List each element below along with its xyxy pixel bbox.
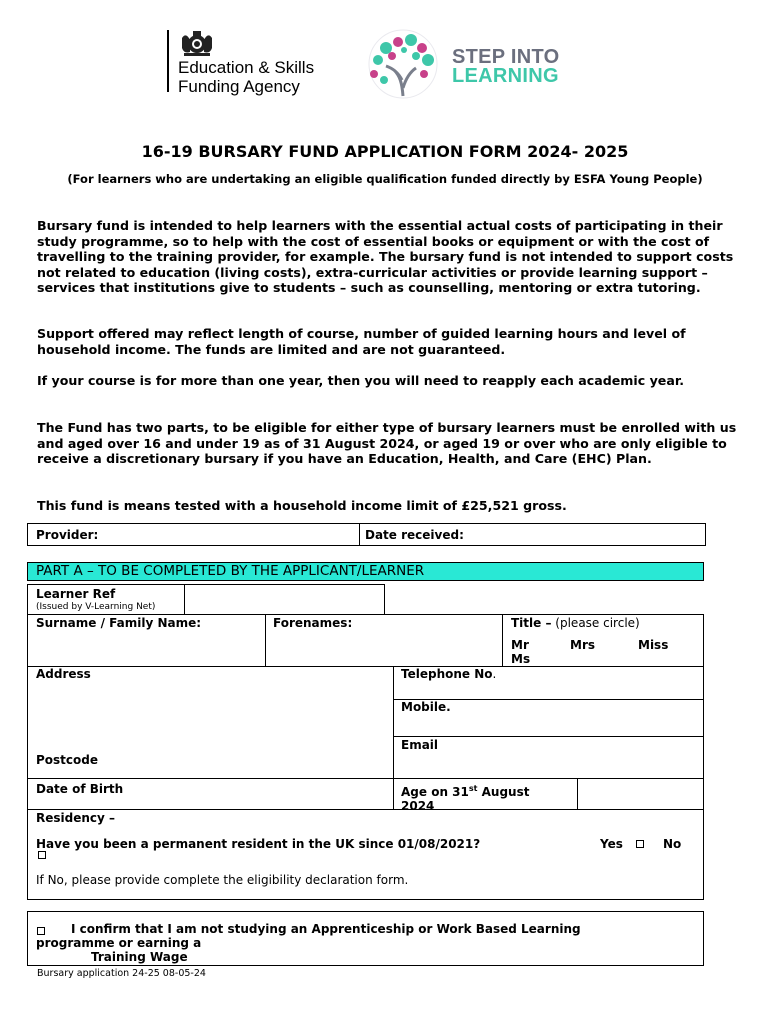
forenames-label: Forenames: — [273, 616, 353, 630]
title-field — [503, 615, 703, 665]
footer-reference: Bursary application 24-25 08-05-24 — [37, 968, 206, 979]
forenames-field[interactable] — [266, 615, 501, 665]
intro-paragraph-5: This fund is means tested with a household income limit of £25,521 gross. — [37, 498, 567, 513]
intro-paragraph-3: If your course is for more than one year, then you will need to reapply each academic year. — [37, 373, 685, 388]
esfa-logo-text — [178, 58, 314, 96]
learner-ref-label-cell — [27, 584, 185, 615]
sil-logo-line2: LEARNING — [452, 65, 559, 87]
age-label-cell — [394, 779, 576, 813]
age-label-c: 2024 — [401, 799, 435, 813]
step-into-learning-logo-text — [452, 48, 560, 86]
residency-section — [28, 810, 703, 899]
title-label: Title – — [511, 616, 552, 630]
yes-checkbox[interactable] — [636, 840, 644, 848]
form-subtitle: (For learners who are undertaking an eligible qualification funded directly by ESFA Young People) — [67, 172, 703, 186]
confirm-text-2: programme or earning a — [36, 936, 202, 950]
learner-ref-note: (Issued by V-Learning Net) — [36, 602, 156, 612]
royal-crest-icon — [178, 28, 216, 58]
title-option-mrs[interactable]: Mrs — [570, 638, 596, 652]
mobile-label: Mobile. — [401, 700, 451, 714]
intro-paragraph-1: Bursary fund is intended to help learners with the essential actual costs of participating in their study programme, so to help with the cost of essential books or equipment or with the cost of travelling to the training provider, for example. The bursary fund is not intended to support costs not related to education (living costs), extra-curricular activities or provide learning support – services that institutions give to students – such as counselling, mentoring or extra tutoring. — [37, 218, 734, 296]
title-label-row — [511, 616, 640, 630]
age-input[interactable] — [578, 779, 703, 808]
form-title: 16-19 BURSARY FUND APPLICATION FORM 2024- 2025 — [141, 142, 629, 161]
title-option-mr[interactable]: Mr — [511, 638, 529, 652]
confirm-checkbox[interactable] — [37, 927, 45, 935]
title-option-ms[interactable]: Ms — [511, 652, 531, 666]
age-label-b: August — [481, 785, 530, 799]
learner-ref-input[interactable] — [184, 584, 385, 615]
telephone-label: Telephone No — [401, 667, 493, 681]
dob-label: Date of Birth — [36, 782, 124, 796]
surname-field[interactable] — [28, 615, 264, 665]
telephone-field[interactable] — [394, 667, 703, 698]
part-a-heading: PART A – TO BE COMPLETED BY THE APPLICANT/LEARNER — [27, 562, 704, 581]
no-checkbox[interactable] — [38, 851, 46, 859]
learner-ref-label: Learner Ref — [36, 587, 116, 601]
residency-label: Residency – — [36, 811, 116, 825]
yes-label: Yes — [600, 837, 623, 851]
email-label: Email — [401, 738, 439, 752]
intro-paragraph-4: The Fund has two parts, to be eligible for either type of bursary learners must be enrolled with us and aged over 16 and under 19 as of 31 August 2024, or aged 19 or over who are only eligible to receive a discretionary bursary if you have an Education, Health, and Care (EHC) Plan. — [37, 420, 737, 467]
esfa-logo-line1: Education & Skills — [178, 58, 315, 77]
confirm-text-1: I confirm that I am not studying an Apprenticeship or Work Based Learning — [71, 922, 581, 936]
address-field[interactable] — [28, 667, 392, 777]
telephone-label-row — [401, 667, 496, 681]
intro-paragraph-2: Support offered may reflect length of course, number of guided learning hours and level of household income. The funds are limited and are not guaranteed. — [37, 326, 686, 357]
email-field[interactable] — [394, 737, 703, 777]
telephone-label-dot: . — [492, 667, 497, 681]
no-label: No — [663, 837, 682, 851]
dob-field[interactable] — [28, 779, 392, 808]
age-label-sup: st — [468, 784, 478, 793]
provider-label: Provider: — [36, 528, 99, 542]
age-label-a: Age on 31 — [401, 785, 469, 799]
date-received-field[interactable] — [359, 523, 706, 546]
postcode-label: Postcode — [36, 753, 99, 767]
sil-logo-line1: STEP INTO — [452, 46, 560, 68]
residency-note: If No, please provide complete the eligibility declaration form. — [36, 873, 409, 887]
apprenticeship-confirmation — [27, 911, 704, 966]
address-label: Address — [36, 667, 91, 681]
residency-question: Have you been a permanent resident in the UK since 01/08/2021? — [36, 837, 481, 851]
esfa-logo-line2: Funding Agency — [178, 77, 300, 96]
title-option-miss[interactable]: Miss — [638, 638, 669, 652]
age-label — [401, 782, 529, 813]
confirm-text-3: Training Wage — [91, 950, 188, 964]
date-received-label: Date received: — [365, 528, 464, 542]
esfa-logo-divider — [167, 30, 169, 92]
provider-field[interactable] — [27, 523, 360, 546]
mobile-field[interactable] — [394, 700, 703, 735]
step-into-learning-tree-logo — [356, 28, 450, 100]
surname-label: Surname / Family Name: — [36, 616, 202, 630]
title-note: (please circle) — [555, 616, 640, 630]
